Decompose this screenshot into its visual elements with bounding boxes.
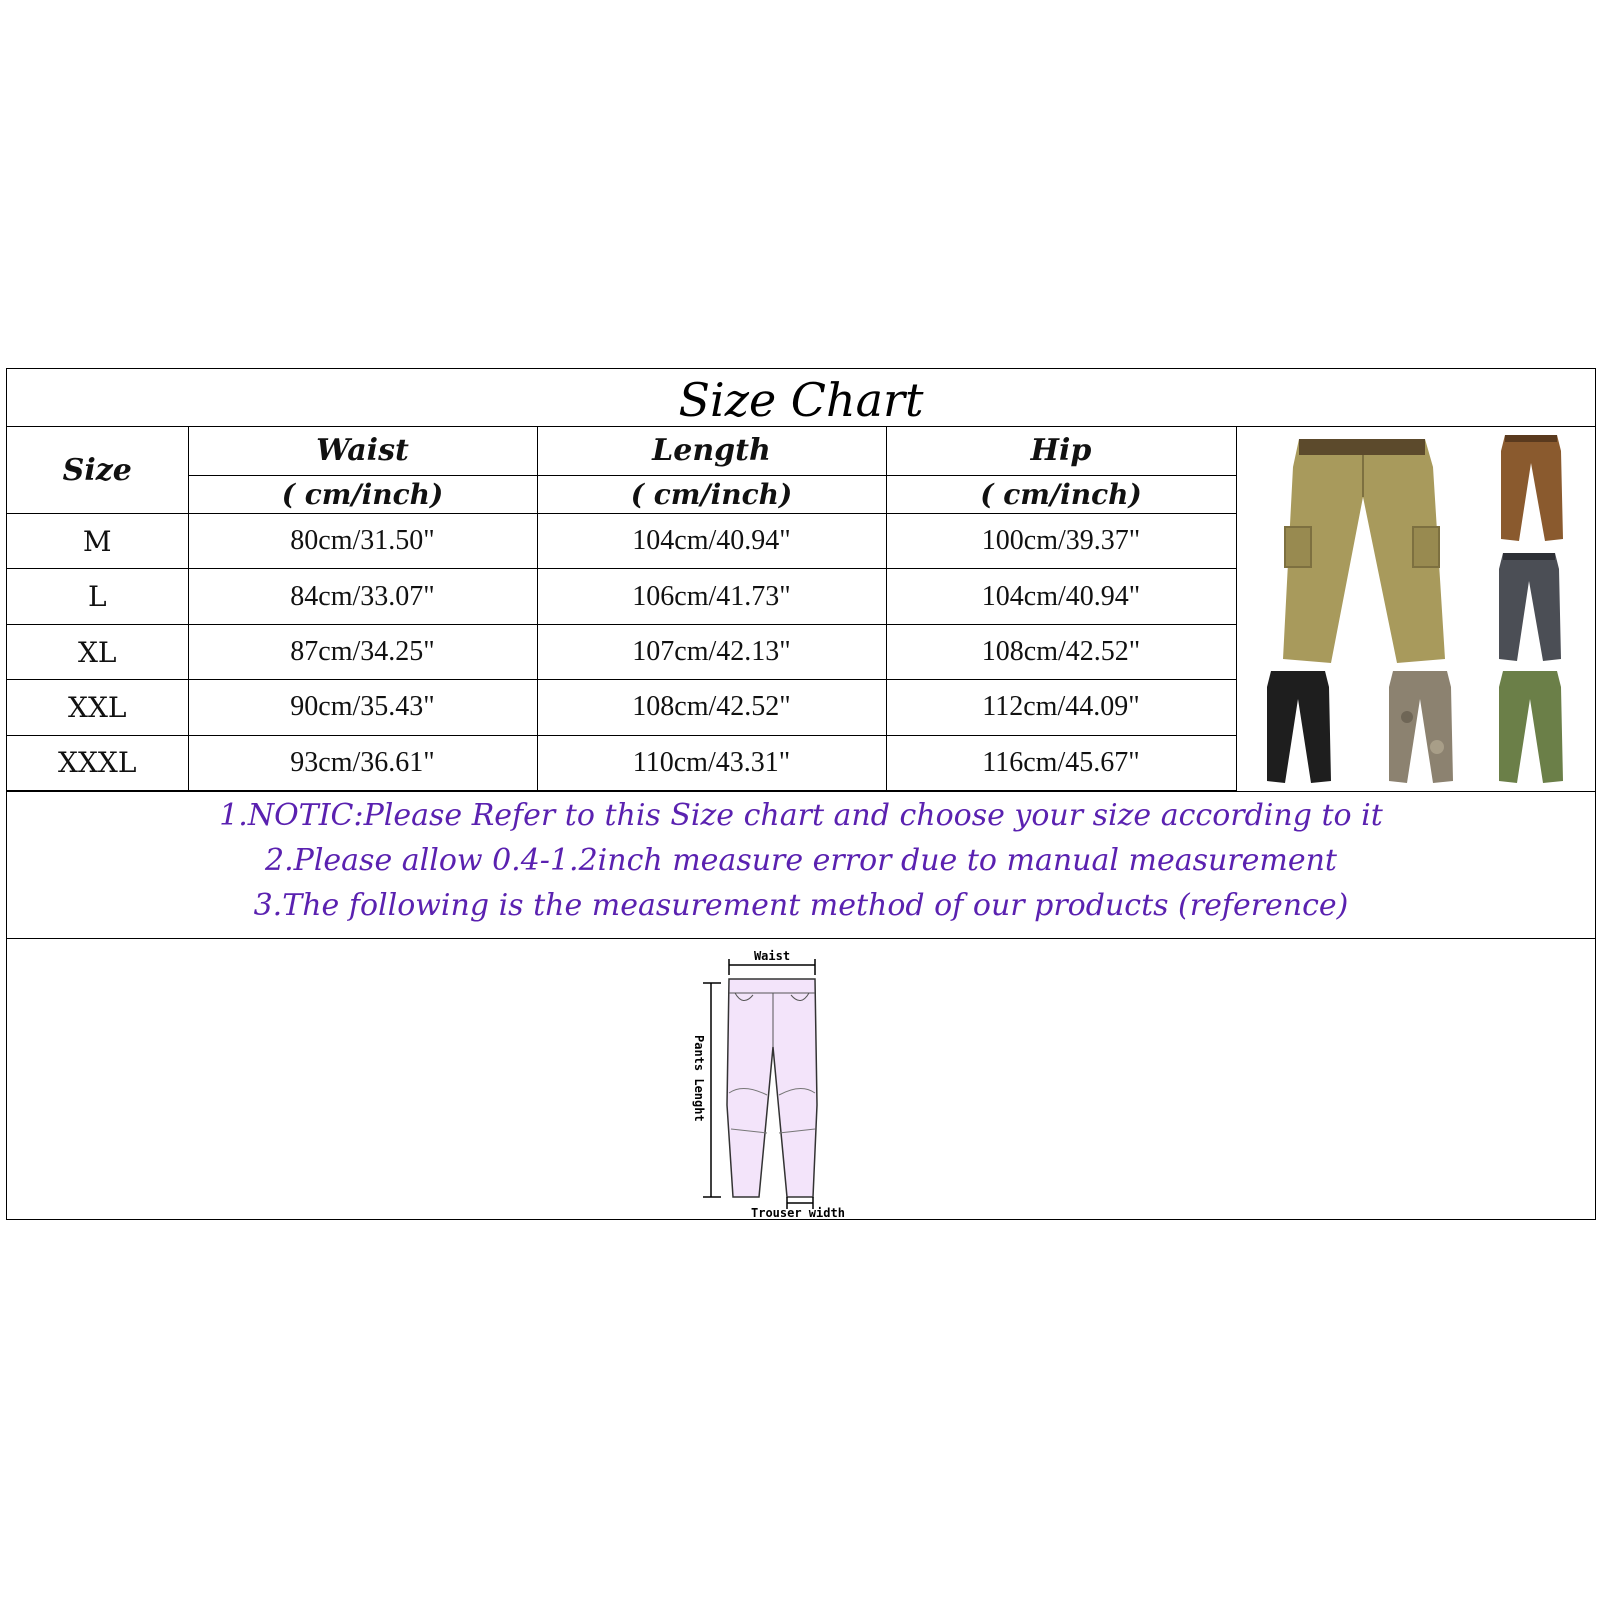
pants-photo-collage — [1237, 427, 1595, 791]
brown-pants-photo — [1501, 435, 1563, 541]
waist-label: Waist — [753, 949, 791, 963]
size-cell: L — [7, 569, 188, 624]
note-line: 3.The following is the measurement method of our products (reference) — [253, 888, 1349, 923]
hip-cell: 116cm/45.67" — [886, 735, 1236, 790]
table-row — [7, 735, 1236, 790]
waist-cell: 84cm/33.07" — [188, 569, 537, 624]
table-row — [7, 569, 1236, 624]
khaki-pants-photo — [1283, 439, 1445, 663]
size-cell: XXXL — [7, 735, 188, 790]
size-cell: XXL — [7, 680, 188, 735]
table-row — [7, 680, 1236, 735]
length-cell: 106cm/41.73" — [537, 569, 886, 624]
header-length: Length — [537, 427, 886, 475]
size-table — [7, 427, 1237, 791]
unit-waist: ( cm/inch) — [188, 475, 537, 513]
header-hip: Hip — [886, 427, 1236, 475]
hip-cell: 100cm/39.37" — [886, 514, 1236, 569]
length-cell: 107cm/42.13" — [537, 624, 886, 679]
black-pants-photo — [1267, 671, 1331, 783]
pants-outline — [727, 979, 817, 1197]
table-row — [7, 514, 1236, 569]
length-cell: 104cm/40.94" — [537, 514, 886, 569]
hip-cell: 108cm/42.52" — [886, 624, 1236, 679]
measurement-diagram — [7, 939, 1595, 1221]
note-line: 2.Please allow 0.4-1.2inch measure error due to manual measurement — [265, 843, 1337, 878]
unit-length: ( cm/inch) — [537, 475, 886, 513]
camo-pants-photo — [1389, 671, 1453, 783]
unit-hip: ( cm/inch) — [886, 475, 1236, 513]
length-label: Pants Lenght — [692, 1035, 706, 1122]
note-line: 1.NOTIC:Please Refer to this Size chart and choose your size according to it — [219, 798, 1383, 833]
product-photos — [1236, 427, 1594, 791]
hip-cell: 104cm/40.94" — [886, 569, 1236, 624]
notes-section — [7, 791, 1595, 939]
width-label: Trouser width — [751, 1206, 845, 1217]
grey-pants-photo — [1499, 553, 1561, 661]
waist-cell: 80cm/31.50" — [188, 514, 537, 569]
chart-title: Size Chart — [7, 369, 1595, 427]
table-row — [7, 624, 1236, 679]
length-cell: 110cm/43.31" — [537, 735, 886, 790]
hip-cell: 112cm/44.09" — [886, 680, 1236, 735]
waist-cell: 90cm/35.43" — [188, 680, 537, 735]
pants-diagram — [687, 945, 887, 1217]
length-cell: 108cm/42.52" — [537, 680, 886, 735]
size-cell: M — [7, 514, 188, 569]
waist-cell: 93cm/36.61" — [188, 735, 537, 790]
size-chart-sheet — [6, 368, 1596, 1220]
waist-cell: 87cm/34.25" — [188, 624, 537, 679]
size-cell: XL — [7, 624, 188, 679]
header-size: Size — [7, 427, 188, 514]
header-waist: Waist — [188, 427, 537, 475]
green-pants-photo — [1499, 671, 1563, 783]
